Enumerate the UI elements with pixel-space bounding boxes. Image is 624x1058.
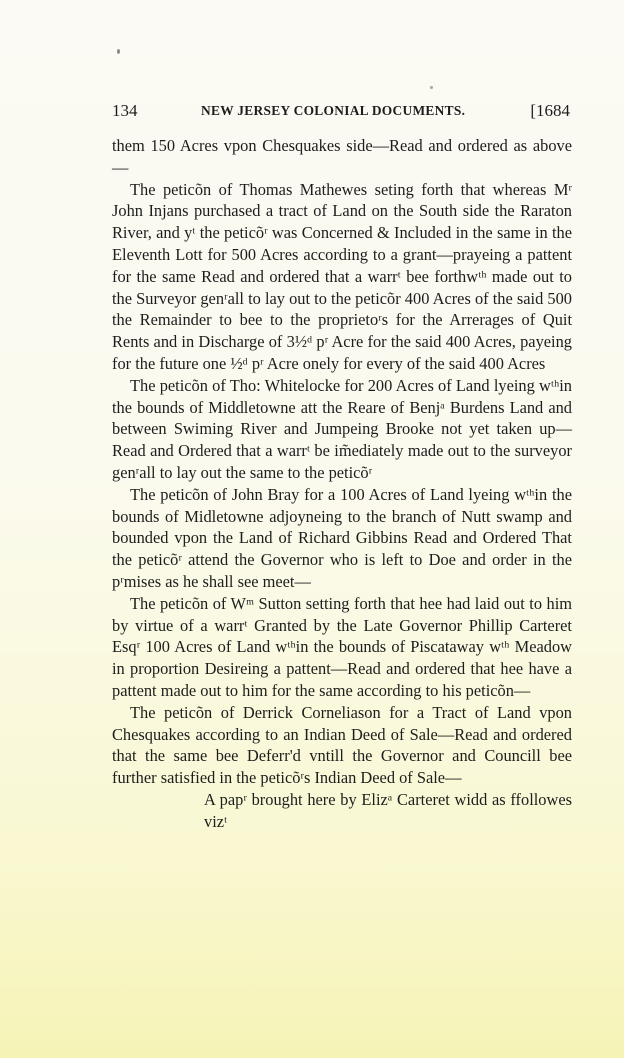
paragraph: The peticõn of Thomas Mathewes seting forth that whereas Mʳ John Injans purchased a tract of Land on the South side the Raraton River, and yᵗ the peticõʳ was Concerned & Included in the same in the Eleventh Lott for 500 Acres according to a grant—prayeing a pattent for the same Read and ordered that a warrᵗ bee forthwᵗʰ made out to the Surveyor genʳall to lay out to the peticõr 400 Acres of the said 500 the Remainder to bee to the proprietoʳs for the Arrerages of Quit Rents and in Discharge of 3½ᵈ pʳ Acre for the said 400 Acres, payeing for the future one ½ᵈ pʳ Acre onely for every of the said 400 Acres bbox=[112, 179, 572, 373]
paragraph: The peticõn of Wᵐ Sutton setting forth that hee had laid out to him by virtue of a warrᵗ Granted by the Late Governor Phillip Carteret Esqʳ 100 Acres of Land wᵗʰin the bounds of Piscataway wᵗʰ Meadow in proportion Desireing a pattent—Read and ordered that hee have a pattent made out to him for the same according to his peticõn— bbox=[112, 593, 572, 700]
document-body bbox=[112, 135, 572, 833]
running-header bbox=[112, 101, 572, 123]
paragraph: The peticõn of Derrick Corneliason for a Tract of Land vpon Chesquakes according to an Indian Deed of Sale—Read and ordered that the same bee Deferr'd vntill the Governor and Councill bee further satisfied in the peticõʳs Indian Deed of Sale— bbox=[112, 702, 572, 788]
ink-speck bbox=[117, 49, 120, 54]
running-title: NEW JERSEY COLONIAL DOCUMENTS. bbox=[201, 103, 466, 118]
page-number: 134 bbox=[112, 101, 138, 120]
paragraph: The peticõn of Tho: Whitelocke for 200 Acres of Land lyeing wᵗʰin the bounds of Middletowne att the Reare of Benjᵃ Burdens Land and between Swiming River and Jumpeing Brooke not yet taken up—Read and Ordered that a warrᵗ be im̃ediately made out to the surveyor genʳall to lay out the same to the peticõʳ bbox=[112, 375, 572, 482]
paragraph: The peticõn of John Bray for a 100 Acres of Land lyeing wᵗʰin the bounds of Midletowne adjoyneing to the branch of Nutt swamp and bounded vpon the Land of Richard Gibbins Read and Ordered That the peticõʳ attend the Governor who is left to Doe and order in the pʳmises as he shall see meet— bbox=[112, 484, 572, 591]
closing-note: A papʳ brought here by Elizᵃ Carteret widd as ffollowes vizᵗ bbox=[204, 789, 572, 831]
ink-speck bbox=[430, 86, 433, 89]
header-year: [1684 bbox=[530, 101, 570, 120]
paragraph: them 150 Acres vpon Chesquakes side—Read and ordered as above— bbox=[112, 136, 572, 177]
